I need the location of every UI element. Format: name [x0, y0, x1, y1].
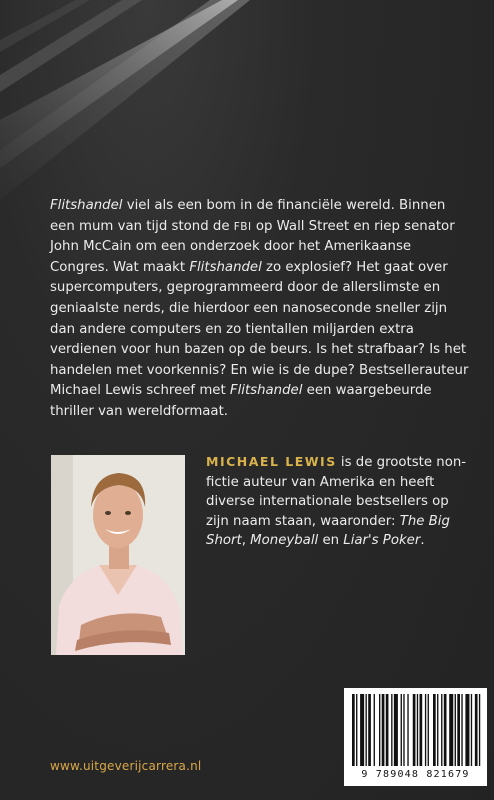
light-beam-graphic	[0, 0, 494, 220]
bio-text: is de grootste non-fictie auteur van Amerika en heeft diverse internationale bestsellers op zijn naam staan, waaronder:	[206, 455, 467, 529]
blurb-text-3: zo explosief? Het gaat over supercomputers, geprogrammeerd door de allerslimste en geniaalste nerds, die hierdoor een nanoseconde sneller zijn dan andere computers en zo tientallen miljarden extra verdienen voor hun bazen op de beurs. Is het strafbaar? Is het handelen met voorkennis? En wie is de dupe? Bestsellerauteur Michael Lewis schreef met	[50, 259, 469, 399]
blurb-paragraph	[50, 196, 470, 423]
publisher-website: www.uitgeverijcarrera.nl	[50, 759, 202, 773]
isbn-barcode	[344, 688, 487, 786]
author-name: MICHAEL LEWIS	[206, 454, 337, 469]
book-title-italic: Flitshandel	[229, 383, 303, 399]
book-title-liars-poker: Liar's Poker	[343, 533, 421, 548]
book-title-moneyball: Moneyball	[250, 533, 319, 548]
author-bio	[206, 452, 471, 551]
blurb-text-2: op Wall Street en riep senator John McCain om een onderzoek door het Amerikaanse Congres. Wat maakt	[50, 218, 455, 275]
barcode-bars	[344, 688, 487, 768]
blurb-text-1: viel als een bom in de financiële wereld. Binnen een mum van tijd stond de	[50, 198, 446, 234]
book-title-italic: Flitshandel	[189, 259, 262, 275]
bio-separator: ,	[241, 533, 251, 548]
bio-end: .	[420, 533, 425, 548]
blurb-text	[50, 196, 470, 423]
fbi-abbrev: FBI	[233, 220, 252, 233]
isbn-number: 9 789048 821679	[361, 769, 470, 780]
author-photo	[51, 455, 185, 655]
book-title-italic: Flitshandel	[50, 198, 123, 213]
bio-separator: en	[318, 533, 344, 548]
blurb-text-4: een waargebeurde thriller van wereldformaat.	[50, 383, 432, 419]
book-title-big-short: The Big Short	[206, 513, 450, 548]
